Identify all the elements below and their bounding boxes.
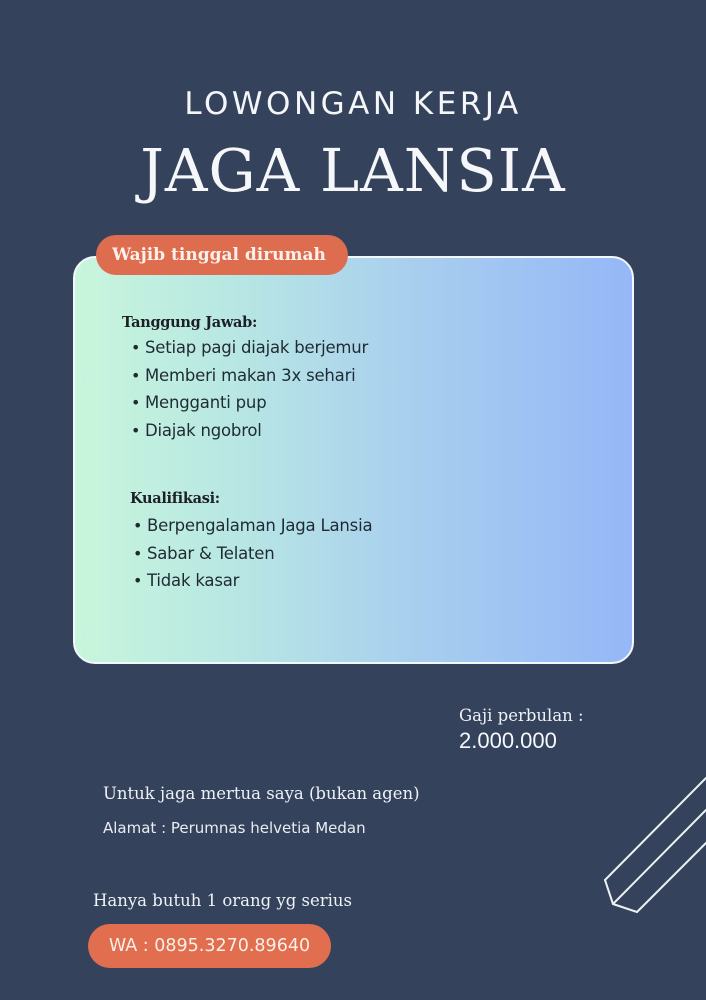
bullet-icon: • bbox=[131, 338, 141, 357]
bullet-icon: • bbox=[133, 543, 143, 563]
responsibilities-heading: Tanggung Jawab: bbox=[122, 314, 258, 331]
poster-title: JAGA LANSIA bbox=[140, 136, 566, 205]
qualifications-list bbox=[133, 512, 372, 595]
qualifications-heading: Kualifikasi: bbox=[130, 490, 220, 507]
salary-label: Gaji perbulan : bbox=[459, 706, 584, 725]
list-item: • Setiap pagi diajak berjemur bbox=[131, 334, 368, 362]
list-item: • Diajak ngobrol bbox=[131, 417, 368, 445]
list-item: • Mengganti pup bbox=[131, 389, 368, 417]
list-item: • Tidak kasar bbox=[133, 567, 372, 595]
bullet-icon: • bbox=[131, 393, 141, 412]
bullet-icon: • bbox=[131, 420, 141, 440]
list-item: • Memberi makan 3x sehari bbox=[131, 362, 368, 390]
responsibilities-list bbox=[131, 334, 368, 444]
bullet-icon: • bbox=[133, 571, 143, 590]
bullet-icon: • bbox=[131, 365, 141, 385]
bullet-icon: • bbox=[133, 516, 143, 535]
pencil-outline-icon bbox=[590, 760, 706, 930]
list-item: • Berpengalaman Jaga Lansia bbox=[133, 512, 372, 540]
requirement-note: Hanya butuh 1 orang yg serius bbox=[93, 891, 353, 910]
live-in-badge: Wajib tinggal dirumah bbox=[96, 235, 348, 275]
address-text: Alamat : Perumnas helvetia Medan bbox=[103, 819, 366, 837]
list-item: • Sabar & Telaten bbox=[133, 540, 372, 568]
whatsapp-contact-button[interactable]: WA : 0895.3270.89640 bbox=[88, 924, 331, 968]
salary-value: 2.000.000 bbox=[459, 728, 557, 753]
poster-subtitle: LOWONGAN KERJA bbox=[184, 86, 522, 122]
employer-note: Untuk jaga mertua saya (bukan agen) bbox=[103, 784, 420, 803]
